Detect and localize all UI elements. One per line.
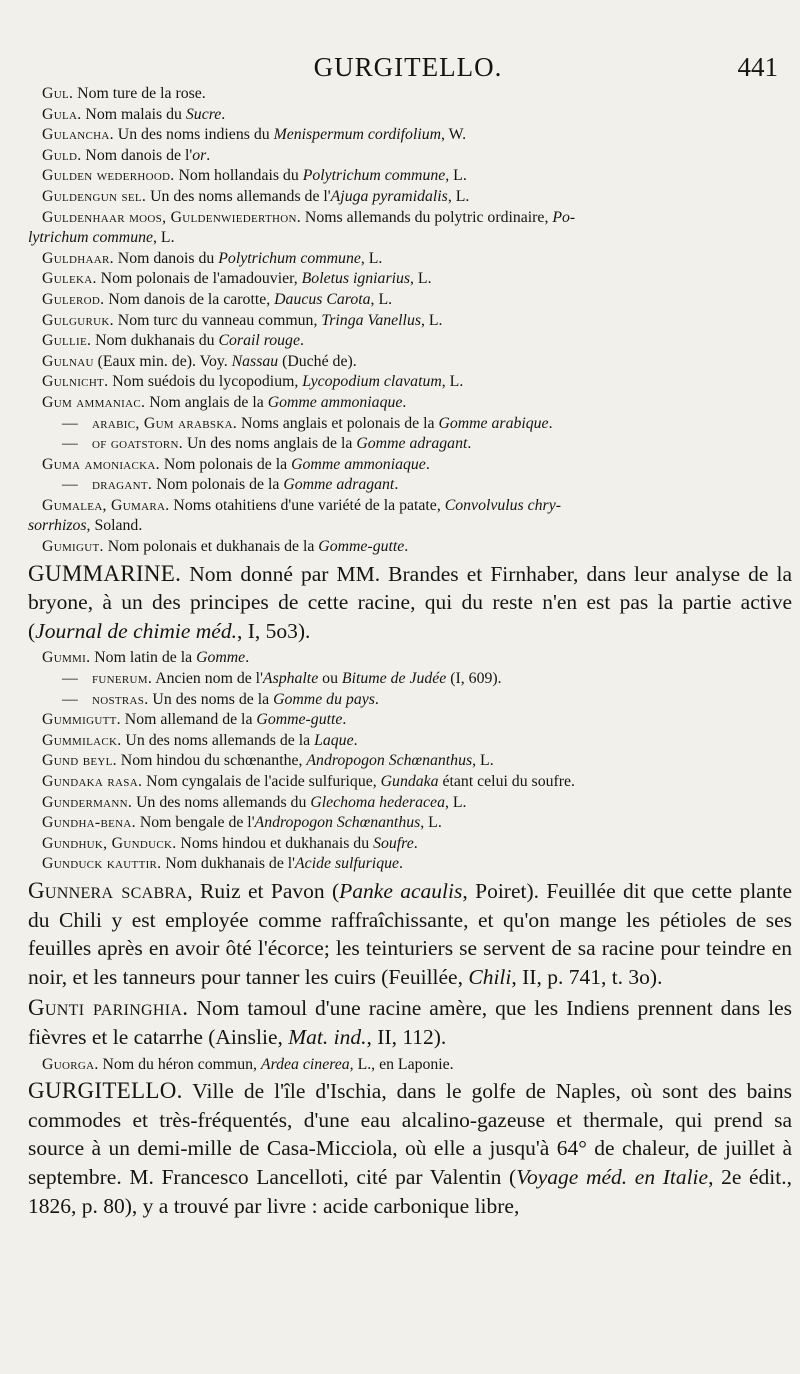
- dictionary-entry: [28, 84, 792, 105]
- entry-italic: Gomme ammoniaque: [267, 393, 403, 411]
- dictionary-entry: [28, 187, 792, 208]
- dictionary-entry: [28, 269, 792, 290]
- entry-text: Nom suédois du lycopodium,: [108, 373, 303, 391]
- entry-head: Guldhaar.: [42, 249, 114, 267]
- entry-head: Guldenhaar moos, Guldenwiederthon.: [42, 208, 301, 226]
- entry-tail: .: [413, 834, 418, 852]
- entry-tail: (I, 609).: [446, 670, 502, 688]
- entry-text: (Eaux min. de). Voy.: [93, 352, 232, 370]
- entry-head: arabic, Gum arabska.: [92, 414, 238, 432]
- entry-tail: .: [399, 855, 403, 873]
- entry-head: Gundha-bena.: [42, 814, 136, 832]
- entry-gurgitello: GURGITELLO. Ville de l'île d'Ischia, dans le golfe de Naples, où sont des bains commodes et très-fréquentés, d'une eau alcalino-gazeuse et thermale, qui prend sa source à un demi-mille de Casa-Micciola, où elle a jusqu'à 64° de chaleur, de juillet à septembre. M. Francesco Lancelloti, cité par Valentin (Voyage méd. en Italie, 2e édit., 1826, p. 80), y a trouvé par livre : acide carbonique libre,: [28, 1078, 792, 1218]
- entry-italic: Tringa Vanellus: [321, 311, 421, 329]
- dictionary-entry: [28, 455, 792, 476]
- entry-tail: .: [425, 455, 430, 473]
- entry-tail: , L.: [410, 270, 432, 288]
- entry-text: Nom ture de la rose.: [73, 85, 206, 102]
- entry-tail: , L.: [370, 290, 393, 308]
- dictionary-entry: [28, 751, 792, 772]
- entry-head: Guldengun sel.: [42, 187, 147, 205]
- entry-head: Gumalea, Gumara.: [42, 496, 170, 514]
- entry-text: Nom latin de la: [90, 649, 197, 667]
- entry-tail: .: [342, 711, 347, 729]
- entry-italic: Gomme-gutte: [318, 538, 405, 556]
- entry-text: Nom polonais de l'amadouvier,: [96, 270, 302, 288]
- entry-italic: Gomme ammoniaque: [291, 455, 426, 473]
- entry-italic: Gomme adragant: [356, 435, 468, 453]
- dictionary-entry: [28, 537, 792, 558]
- entry-text: Un des noms allemands de l': [146, 187, 331, 205]
- entry-tail: .: [404, 538, 409, 556]
- entry-text: Un des noms de la: [148, 690, 274, 708]
- dictionary-entry: [28, 793, 792, 814]
- entry-italic: Bitume de Judée: [341, 670, 447, 688]
- entry-italic: Gomme: [196, 649, 246, 667]
- entry-tail: .: [299, 332, 304, 350]
- dictionary-entry: [28, 414, 792, 435]
- entry-tail: .: [467, 435, 472, 453]
- entry-head: nostras.: [92, 690, 149, 708]
- entry-text: Nom polonais et dukhanais de la: [103, 538, 319, 556]
- entry-italic: Acide sulfurique: [295, 855, 400, 873]
- dictionary-entry: [28, 311, 792, 332]
- dictionary-entry: [28, 669, 792, 690]
- entry-tail: (Duché de).: [278, 352, 357, 370]
- entry-text: Noms anglais et polonais de la: [237, 414, 439, 432]
- entry-italic: Gundaka: [380, 773, 439, 790]
- entry-text: Noms otahitiens d'une variété de la patate,: [169, 496, 445, 514]
- entry-head: Gummigutt.: [42, 711, 121, 729]
- entry-text: Nom hindou du schœnanthe,: [116, 752, 307, 770]
- dictionary-entry: [28, 854, 792, 875]
- entry-text: Nom anglais de la: [145, 393, 268, 411]
- entry-italic: Gomme du pays: [273, 690, 375, 708]
- entry-gummarine: GUMMARINE. Nom donné par MM. Brandes et Firnhaber, dans leur analyse de la bryone, à un des principes de cette racine, qui du reste n'en est pas la partie active (Journal de chimie méd., I, 5o3).: [28, 560, 792, 643]
- entry-tail: .: [548, 414, 553, 432]
- dictionary-entry: [28, 331, 792, 352]
- entry-tail: .: [206, 146, 211, 164]
- repeat-dash: —: [62, 414, 78, 432]
- dictionary-entry: [28, 372, 792, 393]
- entry-list-2: [28, 648, 792, 875]
- entry-tail: , L.: [420, 311, 443, 329]
- entry-tail: , L.: [445, 167, 467, 185]
- entry-italic: Polytrichum commune: [302, 167, 446, 185]
- entry-italic: Polytrichum commune: [218, 249, 361, 267]
- entry-italic: Daucus Carota: [274, 290, 371, 308]
- entry-italic: Gomme adragant: [283, 476, 395, 494]
- entry-italic: Glechoma hederacea: [310, 793, 445, 811]
- entry-italic: Sucre: [185, 105, 222, 123]
- entry-tail: , L.: [441, 373, 464, 391]
- entry-italic: Gomme arabique: [438, 414, 549, 432]
- entry-head: Guma amoniacka.: [42, 455, 160, 473]
- entry-italic: Boletus igniarius: [301, 270, 411, 288]
- entry-text: Un des noms indiens du: [113, 126, 274, 144]
- entry-tail: .: [402, 393, 407, 411]
- dictionary-entry: [28, 249, 792, 270]
- entry-tail: , L.: [360, 249, 383, 267]
- dictionary-entry: [28, 352, 792, 373]
- entry-head: Gundermann.: [42, 793, 133, 811]
- entry-text: Noms allemands du polytric ordinaire,: [300, 208, 553, 226]
- entry-tail: , L.: [420, 814, 442, 832]
- entry-text: Nom polonais de la: [152, 476, 284, 494]
- entry-head: funerum.: [92, 670, 153, 688]
- entry-italic: Gomme-gutte: [256, 711, 343, 729]
- dictionary-entry: [28, 290, 792, 311]
- entry-italic: sorrhizos: [28, 517, 87, 535]
- entry-head: Gummi.: [42, 649, 91, 667]
- entry-text: Nom danois du: [113, 249, 219, 267]
- dictionary-entry: [28, 393, 792, 414]
- entry-text: Nom turc du vanneau commun,: [113, 311, 322, 329]
- dictionary-entry: [28, 834, 792, 855]
- entry-tail: .: [221, 105, 226, 123]
- dictionary-entry: [28, 475, 792, 496]
- entry-text: Nom allemand de la: [120, 711, 257, 729]
- dictionary-entry: [28, 228, 792, 249]
- entry-tail: .: [374, 690, 379, 708]
- entry-text: Un des noms anglais de la: [183, 435, 357, 453]
- entry-text: Nom danois de l': [81, 146, 193, 164]
- entry-head: Guleka.: [42, 270, 97, 288]
- dictionary-entry: [28, 146, 792, 167]
- entry-text: Nom dukhanais de l': [161, 855, 296, 873]
- entry-head: Gullie.: [42, 332, 92, 350]
- entry-italic: Convolvulus chry-: [444, 496, 561, 514]
- entry-head: Gulguruk.: [42, 311, 114, 329]
- page-header: [28, 0, 788, 86]
- dictionary-entry: [28, 125, 792, 146]
- entry-text: Nom polonais de la: [159, 455, 292, 473]
- entry-italic: Nassau: [231, 352, 279, 370]
- entry-tail: .: [353, 731, 358, 749]
- entry-head: Gula.: [42, 105, 82, 123]
- entry-head: Gul.: [42, 85, 74, 102]
- dictionary-entry: [28, 105, 792, 126]
- entry-guorga: Guorga. Nom du héron commun, Ardea cinerea, L., en Laponie.: [42, 1055, 454, 1073]
- dictionary-entry: [28, 208, 792, 229]
- entry-italic: lytrichum commune: [28, 229, 154, 247]
- entry-head: Gulnicht.: [42, 373, 109, 391]
- entry-italic: Lycopodium clavatum: [302, 373, 442, 391]
- entry-list-1: [28, 84, 792, 558]
- entry-tail: , Soland.: [86, 517, 143, 535]
- dictionary-entry: [28, 731, 792, 752]
- entries-column: [28, 84, 792, 1223]
- entry-head: dragant.: [92, 476, 153, 494]
- entry-tail: étant celui du soufre.: [438, 773, 575, 790]
- entry-text: Noms hindou et dukhanais du: [176, 834, 374, 852]
- entry-italic: Ajuga pyramidalis: [330, 187, 448, 205]
- entry-head: of goatstorn.: [92, 435, 184, 453]
- entry-head: Gulnau: [42, 352, 94, 370]
- entry-text: Nom hollandais du: [174, 167, 303, 185]
- dictionary-entry: [28, 690, 792, 711]
- entry-head: Gundaka rasa.: [42, 773, 143, 790]
- entry-head: Gundhuk, Gunduck.: [42, 834, 177, 852]
- entry-head: Gulancha.: [42, 126, 114, 144]
- entry-italic: Andropogon Schœnanthus: [254, 814, 421, 832]
- entry-head: Gunduck kauttir.: [42, 855, 162, 873]
- page-number: 441: [737, 52, 778, 82]
- dictionary-entry: [28, 496, 792, 517]
- dictionary-entry: [28, 772, 792, 793]
- entry-head: Gumigut.: [42, 538, 104, 556]
- entry-text: Un des noms allemands du: [132, 793, 311, 811]
- entry-head: Gulden wederhood.: [42, 167, 175, 185]
- dictionary-entry: [28, 166, 792, 187]
- entry-text: Ancien nom de l': [152, 670, 263, 688]
- entry-gunti: Gunti paringhia. Nom tamoul d'une racine amère, que les Indiens prennent dans les fièvres et le catarrhe (Ainslie, Mat. ind., II, 112).: [28, 995, 792, 1049]
- entry-tail: , L.: [444, 793, 467, 811]
- entry-tail: , L.: [153, 229, 175, 247]
- entry-text: Un des noms allemands de la: [121, 731, 315, 749]
- entry-head: Gum ammaniac.: [42, 393, 146, 411]
- entry-italic: Po-: [552, 208, 576, 226]
- running-head: GURGITELLO.: [313, 52, 503, 82]
- dictionary-entry: [28, 516, 792, 537]
- entry-text: Nom dukhanais du: [91, 332, 219, 350]
- entry-head: Gulerod.: [42, 290, 105, 308]
- entry-italic: or: [192, 146, 207, 164]
- entry-italic: Menispermum cordifolium: [273, 126, 442, 144]
- entry-italic: Andropogon Schœnanthus: [306, 752, 473, 770]
- repeat-dash: —: [62, 670, 78, 688]
- entry-text: Nom malais du: [81, 105, 186, 123]
- entry-text: ou: [318, 670, 342, 688]
- dictionary-entry: [28, 813, 792, 834]
- entry-head: Gummilack.: [42, 731, 122, 749]
- entry-text: Nom danois de la carotte,: [104, 290, 275, 308]
- entry-italic: Asphalte: [262, 670, 319, 688]
- repeat-dash: —: [62, 435, 78, 453]
- entry-tail: , L.: [472, 752, 494, 770]
- entry-tail: , W.: [441, 126, 467, 144]
- entry-tail: .: [394, 476, 399, 494]
- dictionary-entry: [28, 648, 792, 669]
- dictionary-entry: [28, 434, 792, 455]
- entry-text: Nom cyngalais de l'acide sulfurique,: [142, 773, 381, 790]
- entry-italic: Laque: [314, 731, 354, 749]
- entry-italic: Soufre: [373, 834, 414, 852]
- entry-tail: , L.: [447, 187, 470, 205]
- repeat-dash: —: [62, 476, 78, 494]
- entry-gunnera: Gunnera scabra, Ruiz et Pavon (Panke acaulis, Poiret). Feuillée dit que cette plante du Chili y est employée comme raffraîchissante, et qu'on mange les pétioles de ses feuilles après en avoir ôté l'écorce; les teinturiers se servent de sa racine pour teindre en noir, et les tanneurs pour tanner les cuirs (Feuillée, Chili, II, p. 741, t. 3o).: [28, 877, 792, 989]
- entry-italic: Corail rouge: [218, 332, 300, 350]
- repeat-dash: —: [62, 690, 78, 708]
- entry-text: Nom bengale de l': [135, 814, 255, 832]
- entry-head: Guld.: [42, 146, 82, 164]
- entry-tail: .: [245, 649, 250, 667]
- entry-head: Gund beyl.: [42, 752, 117, 770]
- dictionary-entry: [28, 710, 792, 731]
